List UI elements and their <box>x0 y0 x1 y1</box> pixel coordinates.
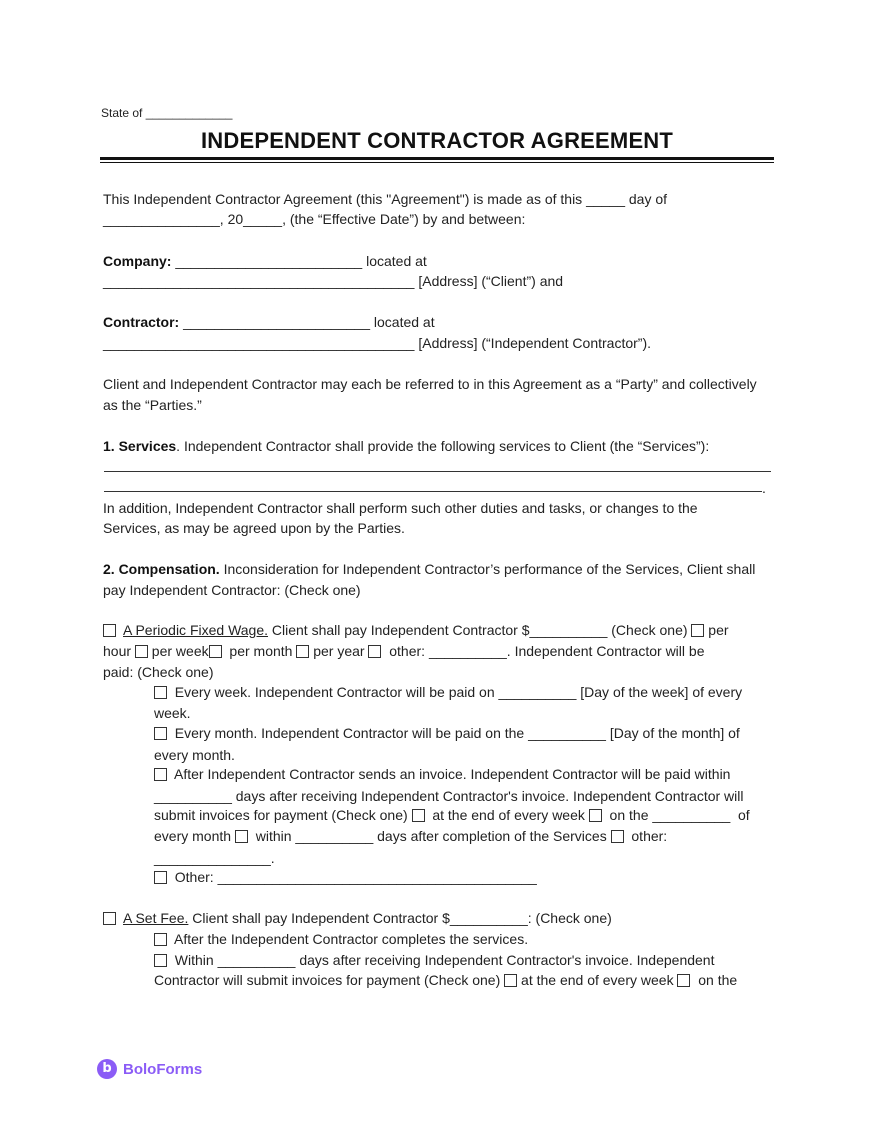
set-fee-on-the-label: on the <box>690 972 738 988</box>
document-title: INDEPENDENT CONTRACTOR AGREEMENT <box>200 128 674 153</box>
per-month-checkbox[interactable] <box>209 645 222 658</box>
after-invoice-text: After Independent Contractor sends an invoice. Independent Contractor will be paid within <box>167 766 731 782</box>
set-fee-after-line <box>154 929 528 949</box>
set-fee-checkbox[interactable] <box>103 912 116 925</box>
end-of-week-label: at the end of every week <box>424 807 589 823</box>
invoice-line-2: __________ days after receiving Independent Contractor's invoice. Independent Contractor will <box>154 788 744 804</box>
per-week-checkbox[interactable] <box>135 645 148 658</box>
company-address-line[interactable]: ________________________________________ [Address] (“Client”) and <box>103 273 564 289</box>
parties-line-2: as the “Parties.” <box>103 397 202 413</box>
state-of-field[interactable]: State of _____________ <box>101 106 233 120</box>
intro-line-1: This Independent Contractor Agreement (this "Agreement") is made as of this _____ day of <box>103 191 668 207</box>
services-line-5: Services, as may be agreed upon by the Parties. <box>103 520 405 536</box>
services-blank-line-2[interactable] <box>104 491 762 492</box>
periodic-wage-checkbox[interactable] <box>103 624 116 637</box>
after-invoice-checkbox[interactable] <box>154 768 167 781</box>
every-month-line-2: every month. <box>154 747 235 763</box>
services-label: 1. Services <box>103 438 177 454</box>
set-fee-on-the-checkbox[interactable] <box>677 974 690 987</box>
hour-label: hour <box>103 643 135 659</box>
per-year-checkbox[interactable] <box>296 645 309 658</box>
submit-invoices-text: submit invoices for payment (Check one) <box>154 807 412 823</box>
title-thin-rule <box>100 162 774 163</box>
invoice-within-checkbox[interactable] <box>235 830 248 843</box>
per-year-label: per year <box>309 643 369 659</box>
within-days-text: Within __________ days after receiving Independent Contractor's invoice. Independent <box>167 952 715 968</box>
invoice-line-3 <box>154 805 750 825</box>
within-days-checkbox[interactable] <box>154 954 167 967</box>
set-fee-line-1 <box>103 908 612 928</box>
intro-line-2: _______________, 20_____, (the “Effective Date”) by and between: <box>103 211 526 227</box>
periodic-line-1 <box>103 620 729 640</box>
invoice-on-the-checkbox[interactable] <box>589 809 602 822</box>
periodic-line-3: paid: (Check one) <box>103 664 214 680</box>
invoice-line-5[interactable]: _______________. <box>154 850 275 866</box>
parties-line-1: Client and Independent Contractor may each be referred to in this Agreement as a “Party” and collectively <box>103 376 757 392</box>
other-payment-text[interactable]: Other: _________________________________________ <box>167 869 537 885</box>
set-fee-end-of-week-checkbox[interactable] <box>504 974 517 987</box>
contractor-line-1 <box>103 312 435 332</box>
after-completion-text: After the Independent Contractor completes the services. <box>167 931 529 947</box>
set-fee-text: Client shall pay Independent Contractor $__________: (Check one) <box>188 910 612 926</box>
every-month-checkbox[interactable] <box>154 727 167 740</box>
per-label: per <box>704 622 729 638</box>
compensation-text: Inconsideration for Independent Contractor’s performance of the Services, Client shall <box>219 561 756 577</box>
every-month-text: Every month. Independent Contractor will be paid on the __________ [Day of the month] of <box>167 725 740 741</box>
other-payment-checkbox[interactable] <box>154 871 167 884</box>
every-month-line <box>154 723 740 743</box>
periodic-wage-text: Client shall pay Independent Contractor $__________ (Check one) <box>268 622 692 638</box>
company-label: Company: <box>103 253 172 269</box>
invoice-other-checkbox[interactable] <box>611 830 624 843</box>
after-completion-checkbox[interactable] <box>154 933 167 946</box>
title-thick-rule <box>100 157 774 160</box>
every-week-text: Every week. Independent Contractor will be paid on __________ [Day of the week] of every <box>167 684 743 700</box>
set-fee-submit-line <box>154 970 737 990</box>
within-label: within __________ days after completion of the Services <box>247 828 611 844</box>
boloforms-logo-icon: b <box>97 1059 117 1079</box>
services-blank-line-1[interactable] <box>104 471 771 472</box>
compensation-line-1 <box>103 559 755 579</box>
on-the-label: on the __________ of <box>601 807 750 823</box>
boloforms-brand-name: BoloForms <box>123 1060 203 1078</box>
invoice-line-1 <box>154 764 730 784</box>
invoice-line-4 <box>154 826 667 846</box>
periodic-wage-heading: A Periodic Fixed Wage. <box>123 622 269 638</box>
other-label: other: <box>623 828 668 844</box>
boloforms-logo <box>97 1059 202 1079</box>
company-name-field[interactable]: ________________________ located at <box>171 253 427 269</box>
set-fee-end-of-week-label: at the end of every week <box>517 972 678 988</box>
every-week-line <box>154 682 742 702</box>
per-other-label: other: __________. Independent Contractor will be <box>381 643 705 659</box>
invoice-end-of-week-checkbox[interactable] <box>412 809 425 822</box>
every-week-checkbox[interactable] <box>154 686 167 699</box>
per-month-label: per month <box>221 643 297 659</box>
periodic-line-2 <box>103 641 704 661</box>
services-line-4: In addition, Independent Contractor shall perform such other duties and tasks, or changes to the <box>103 500 698 516</box>
services-line-1 <box>103 436 709 456</box>
set-fee-heading: A Set Fee. <box>123 910 189 926</box>
set-fee-submit-text: Contractor will submit invoices for payment (Check one) <box>154 972 505 988</box>
set-fee-within-line <box>154 950 714 970</box>
every-week-line-2: week. <box>154 705 191 721</box>
other-payment-line <box>154 867 537 887</box>
services-period: . <box>762 480 766 496</box>
compensation-line-2: pay Independent Contractor: (Check one) <box>103 582 361 598</box>
per-hour-checkbox[interactable] <box>691 624 704 637</box>
per-week-label: per week <box>147 643 209 659</box>
contractor-name-field[interactable]: ________________________ located at <box>179 314 435 330</box>
every-month-label: every month <box>154 828 235 844</box>
contractor-address-line[interactable]: ________________________________________ [Address] (“Independent Contractor”). <box>103 335 652 351</box>
compensation-label: 2. Compensation. <box>103 561 220 577</box>
services-text: . Independent Contractor shall provide the following services to Client (the “Services”): <box>176 438 710 454</box>
per-other-checkbox[interactable] <box>368 645 381 658</box>
contractor-label: Contractor: <box>103 314 180 330</box>
company-line-1 <box>103 251 427 271</box>
